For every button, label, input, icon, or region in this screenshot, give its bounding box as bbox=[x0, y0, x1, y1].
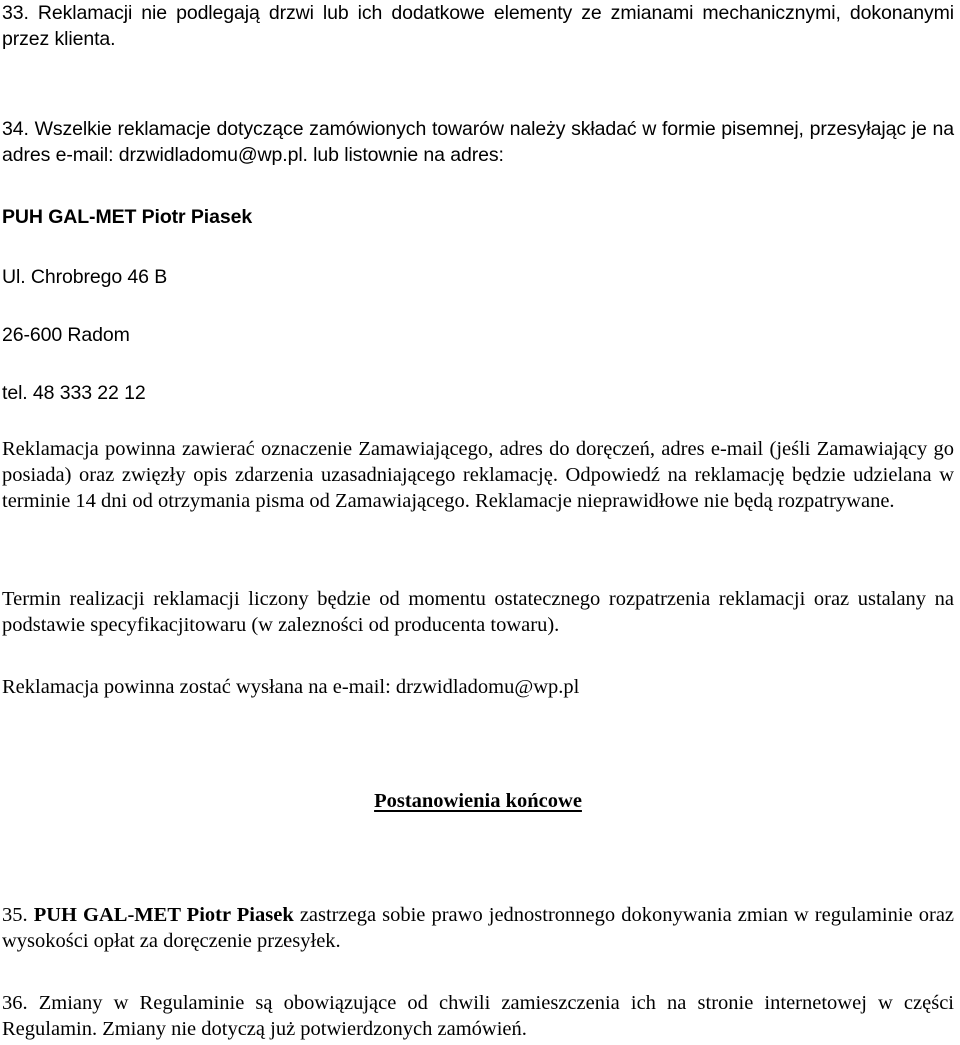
complaint-email-paragraph: Reklamacja powinna zostać wysłana na e-mail: drzwidladomu@wp.pl bbox=[2, 676, 580, 698]
address-phone: tel. 48 333 22 12 bbox=[2, 382, 146, 404]
item-33-number: 33. bbox=[2, 2, 29, 24]
item-33 bbox=[2, 0, 954, 52]
item-36-text: Zmiany w Regulaminie są obowiązujące od chwili zamieszczenia ich na stronie internetowej w części Regulamin. Zmiany nie dotyczą już potwierdzonych zamówień. bbox=[2, 992, 955, 1040]
final-provisions-heading: Postanowienia końcowe bbox=[374, 790, 582, 812]
complaint-contents-paragraph: Reklamacja powinna zawierać oznaczenie Zamawiającego, adres do doręczeń, adres e-mail (jeśli Zamawiający go posiada) oraz zwięzły opis zdarzenia uzasadniającego reklamację. Odpowiedź na reklamację będzie udzielana w terminie 14 dni od otrzymania pisma od Zamawiającego. Reklamacje nieprawidłowe nie będą rozpatrywane. bbox=[2, 438, 954, 512]
item-34-text: Wszelkie reklamacje dotyczące zamówionych towarów należy składać w formie pisemnej, przesyłając je na adres e-mail: drzwidladomu@wp.pl. lub listownie na adres: bbox=[2, 118, 954, 166]
item-35-number: 35. bbox=[2, 904, 28, 926]
item-36-number: 36. bbox=[2, 992, 28, 1014]
final-provisions-heading-line bbox=[2, 788, 954, 814]
item-35-text: zastrzega sobie prawo jednostronnego dokonywania zmian w regulaminie oraz wysokości opłat za doręczenie przesyłek. bbox=[2, 904, 955, 952]
item-34 bbox=[2, 116, 954, 168]
complaint-timing-paragraph: Termin realizacji reklamacji liczony będzie od momentu ostatecznego rozpatrzenia reklamacji oraz ustalany na podstawie specyfikacjitowaru (w zalezności od producenta towaru). bbox=[2, 588, 954, 636]
address-company: PUH GAL-MET Piotr Piasek bbox=[2, 206, 253, 228]
item-36 bbox=[2, 990, 954, 1042]
address-street: Ul. Chrobrego 46 B bbox=[2, 266, 168, 288]
address-city: 26-600 Radom bbox=[2, 324, 130, 346]
item-35-company: PUH GAL-MET Piotr Piasek bbox=[33, 904, 294, 926]
item-33-text: Reklamacji nie podlegają drzwi lub ich dodatkowe elementy ze zmianami mechanicznymi, dokonanymi przez klienta. bbox=[2, 2, 954, 50]
item-34-number: 34. bbox=[2, 118, 29, 140]
item-35 bbox=[2, 902, 954, 954]
